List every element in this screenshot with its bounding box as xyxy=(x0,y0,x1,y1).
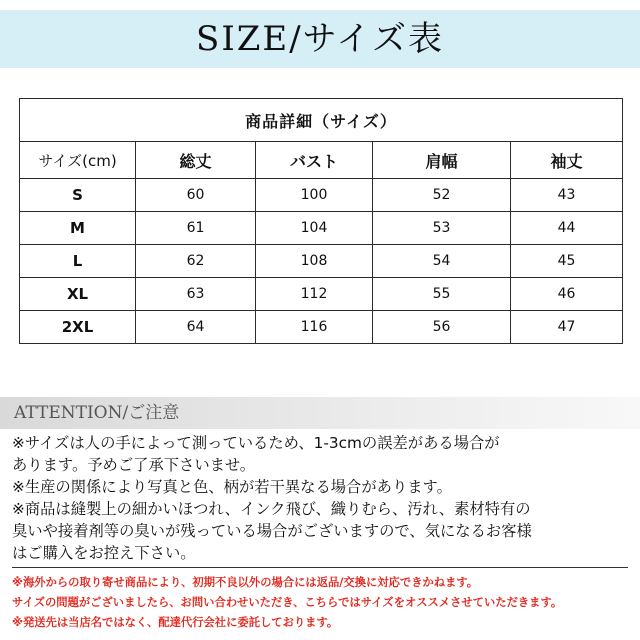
note-line: ※商品は縫製上の細かいほつれ、インク飛び、織りむら、汚れ、素材特有の xyxy=(12,500,531,518)
table-header-row xyxy=(20,142,623,179)
note-line: ※生産の関係により写真と色、柄が若干異なる場合があります。 xyxy=(12,478,452,496)
note-line: 臭いや接着剤等の臭いが残っている場合がございますので、気になるお客様 xyxy=(12,522,532,540)
note-line: はご購入をお控え下さい。 xyxy=(12,544,196,562)
header-bust: バスト xyxy=(256,142,373,179)
size-table xyxy=(19,98,623,344)
table-caption: 商品詳細（サイズ） xyxy=(20,99,623,142)
table-row xyxy=(20,311,623,344)
cell-shoulder: 53 xyxy=(373,212,511,245)
cell-length: 64 xyxy=(136,311,256,344)
red-note-line: ※発送先は当店名ではなく、配達代行会社に委託しております。 xyxy=(12,616,339,629)
page-title: SIZE/サイズ表 xyxy=(196,19,444,59)
red-note-line: ※海外からの取り寄せ商品により、初期不良以外の場合には返品/交換に対応できかねます。 xyxy=(12,576,479,589)
size-label: L xyxy=(20,245,136,278)
cell-length: 63 xyxy=(136,278,256,311)
cell-bust: 112 xyxy=(256,278,373,311)
table-row xyxy=(20,179,623,212)
attention-header xyxy=(0,397,640,429)
size-label: XL xyxy=(20,278,136,311)
header-shoulder: 肩幅 xyxy=(373,142,511,179)
note-line: あります。予めご了承下さいませ。 xyxy=(12,456,256,474)
cell-length: 60 xyxy=(136,179,256,212)
size-label: 2XL xyxy=(20,311,136,344)
size-label: S xyxy=(20,179,136,212)
cell-bust: 104 xyxy=(256,212,373,245)
cell-sleeve: 46 xyxy=(511,278,623,311)
table-row xyxy=(20,278,623,311)
shipping-notes xyxy=(12,573,632,633)
divider xyxy=(12,567,628,568)
cell-shoulder: 54 xyxy=(373,245,511,278)
header-sleeve: 袖丈 xyxy=(511,142,623,179)
attention-notes xyxy=(12,432,632,564)
cell-bust: 116 xyxy=(256,311,373,344)
title-band xyxy=(0,0,640,80)
cell-length: 61 xyxy=(136,212,256,245)
cell-length: 62 xyxy=(136,245,256,278)
size-label: M xyxy=(20,212,136,245)
red-note-line: サイズの問題がございましたら、お問い合わせいただき、こちらではサイズをオススメさせていただきます。 xyxy=(12,596,563,609)
attention-heading: ATTENTION/ご注意 xyxy=(14,403,180,423)
note-line: ※サイズは人の手によって測っているため、1-3cmの誤差がある場合が xyxy=(12,434,500,452)
header-size: サイズ(cm) xyxy=(20,142,136,179)
cell-sleeve: 47 xyxy=(511,311,623,344)
cell-sleeve: 43 xyxy=(511,179,623,212)
cell-shoulder: 52 xyxy=(373,179,511,212)
cell-sleeve: 44 xyxy=(511,212,623,245)
cell-shoulder: 56 xyxy=(373,311,511,344)
table-row xyxy=(20,212,623,245)
table-row xyxy=(20,245,623,278)
cell-bust: 108 xyxy=(256,245,373,278)
cell-shoulder: 55 xyxy=(373,278,511,311)
cell-bust: 100 xyxy=(256,179,373,212)
header-length: 総丈 xyxy=(136,142,256,179)
cell-sleeve: 45 xyxy=(511,245,623,278)
